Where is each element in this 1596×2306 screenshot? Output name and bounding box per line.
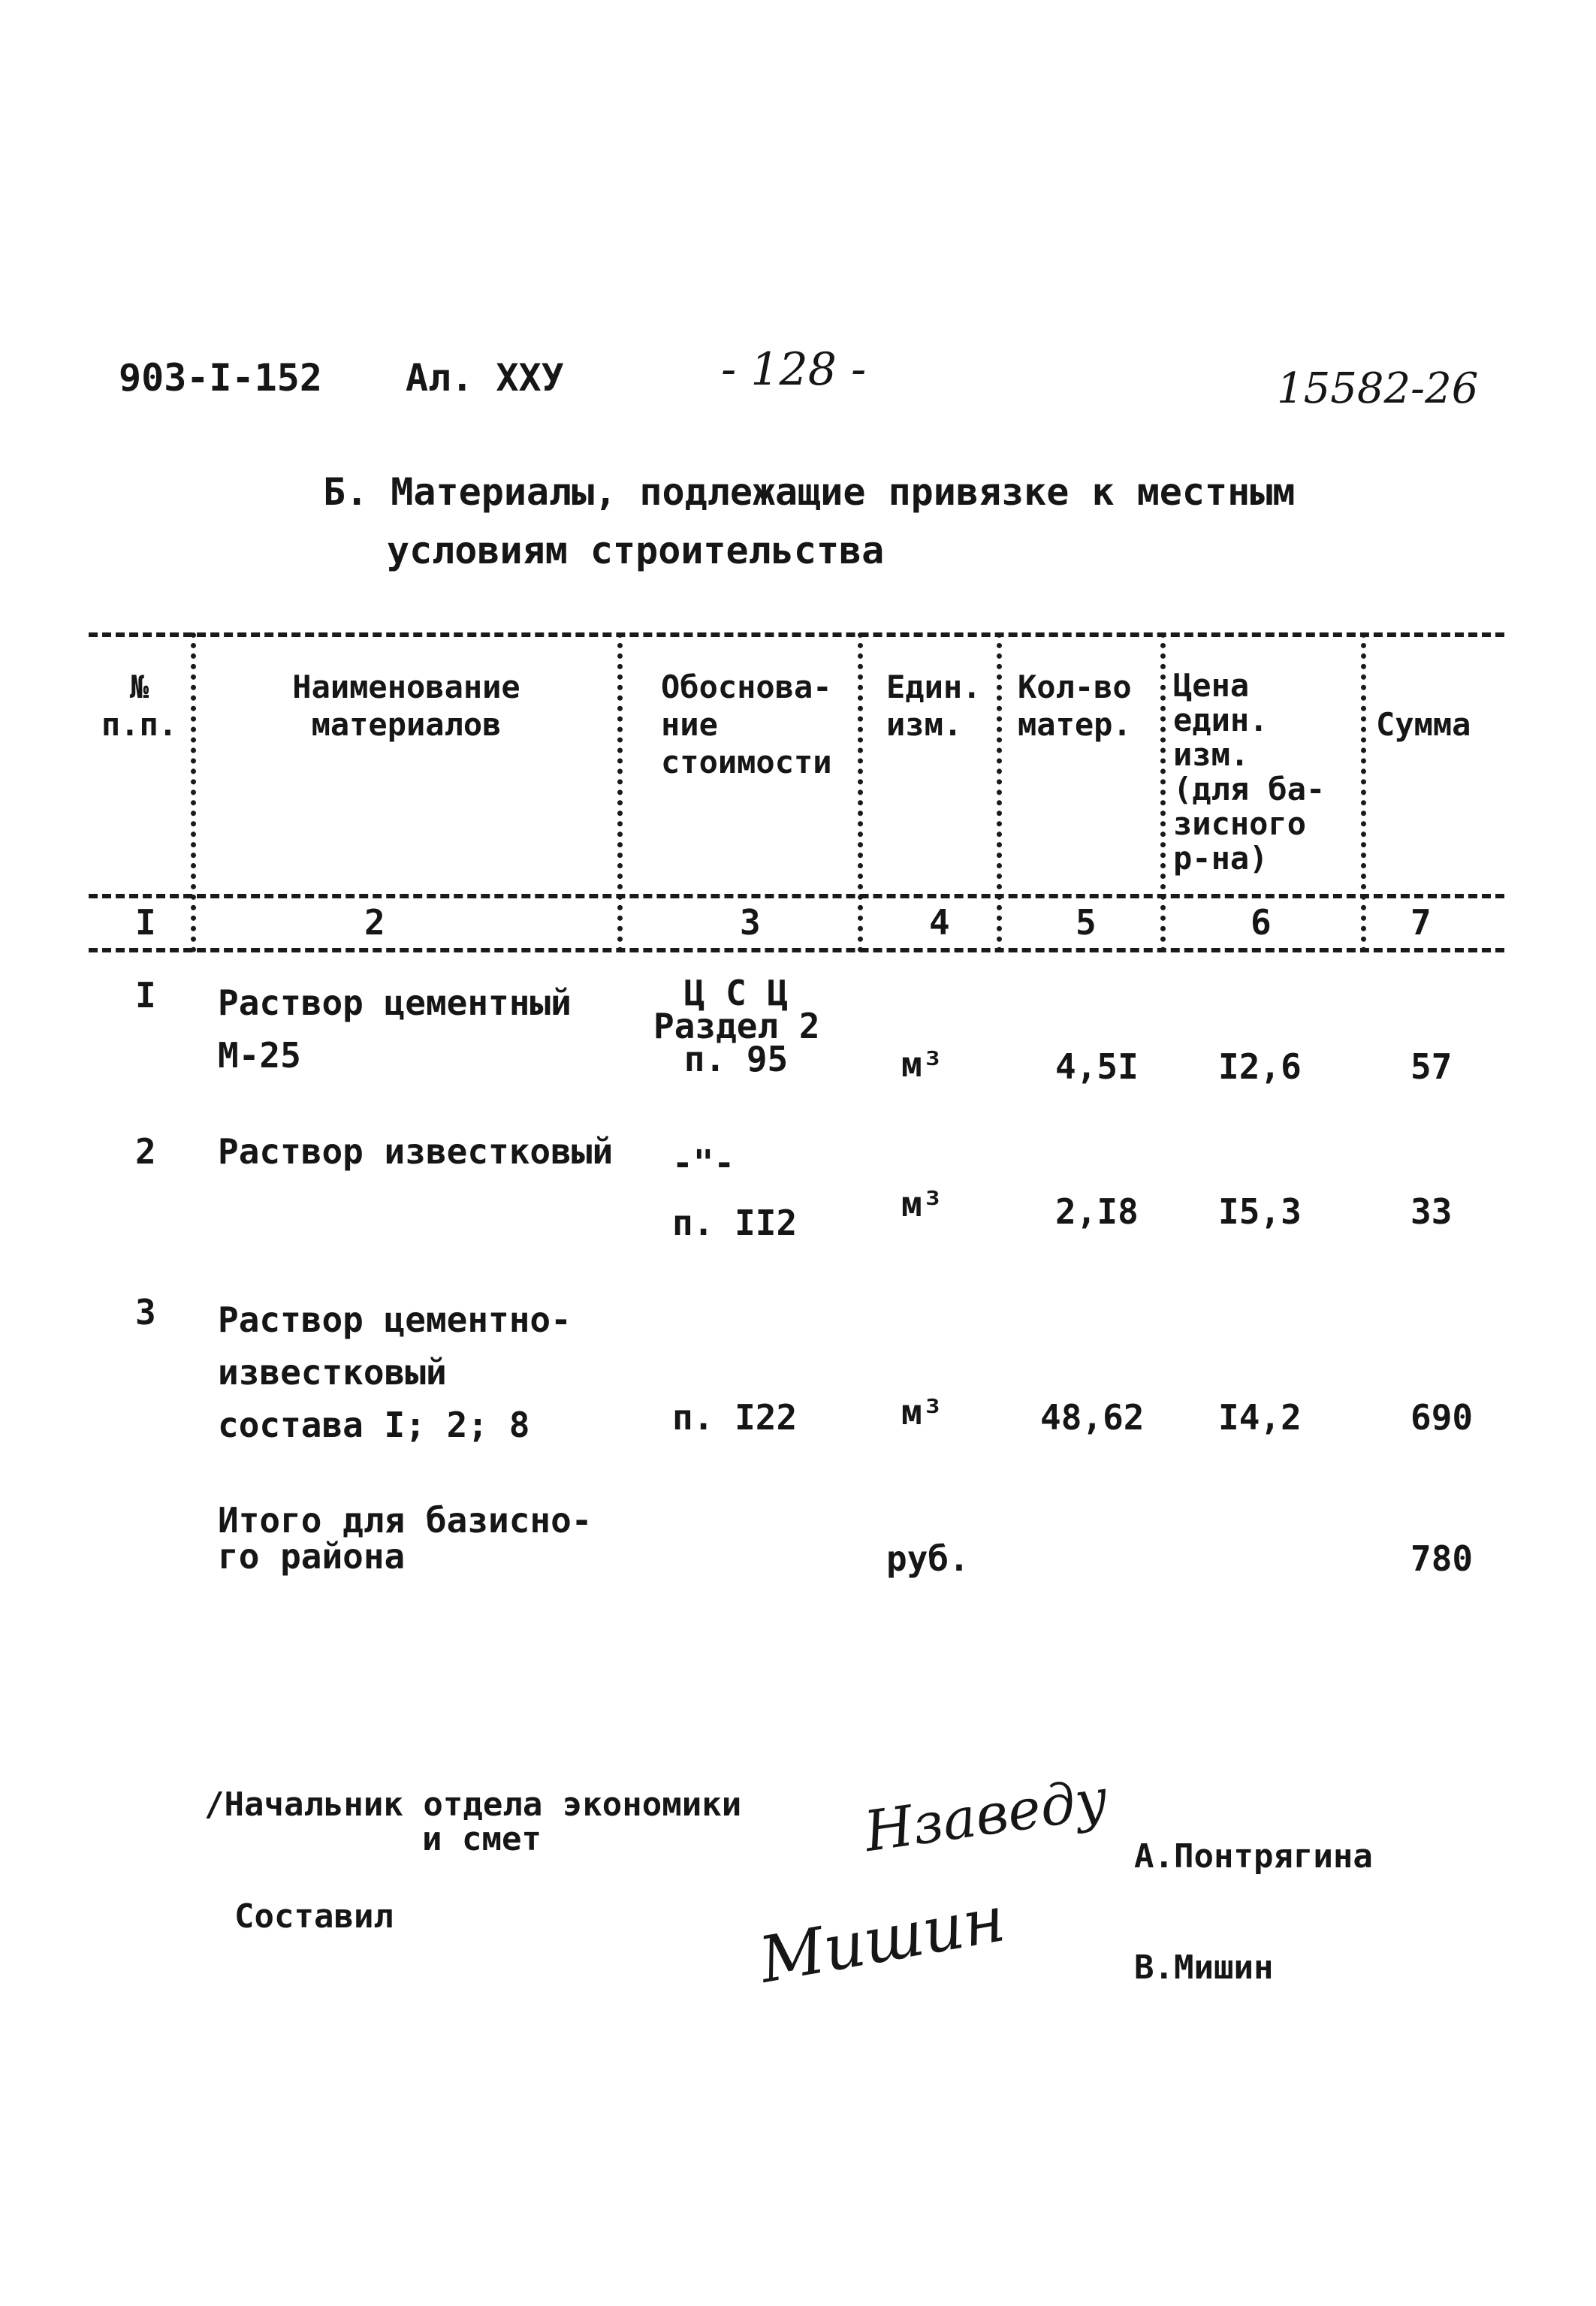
header-text: Кол-во [1018,669,1132,705]
cell-text: го района [218,1536,406,1577]
table-numbers-rule [89,948,1504,952]
row-3-unit: м³ [901,1392,943,1432]
header-text: Цена [1173,667,1250,704]
row-2-basis [672,1133,797,1253]
cell-text: Ц С Ц [683,973,789,1013]
compiler-signature: Мишин [753,1882,1011,1997]
header-col-unit [886,669,981,744]
header-text: материалов [311,706,502,743]
row-1-price: I2,6 [1218,1046,1302,1087]
column-number-2: 2 [364,902,385,943]
row-2-unit: м³ [901,1184,943,1224]
section-title-line1: Б. Материалы, подлежащие привязке к местным [323,470,1296,514]
head-name: А.Понтрягина [1134,1837,1373,1876]
cell-text: М-25 [218,1035,301,1076]
section-title-line2: условиям строительства [387,529,885,572]
cell-text: состава I; 2; 8 [218,1405,530,1445]
table-header-rule [89,894,1504,898]
table-top-rule [89,632,1504,637]
cell-text: -"- [672,1142,735,1183]
row-2-qty: 2,I8 [1055,1191,1139,1232]
cell-text: Итого для базисно- [218,1500,593,1541]
header-text: изм. [1173,736,1250,773]
row-3-price: I4,2 [1218,1397,1302,1438]
column-divider-4 [997,632,1002,952]
header-text: стоимости [661,744,832,780]
header-col-no [89,669,190,744]
cell-text: Раствор цементно- [218,1299,572,1340]
column-number-6: 6 [1251,902,1272,943]
cell-text: п. 95 [683,1039,789,1079]
row-3-sum: 690 [1410,1397,1474,1438]
doc-code: 903-I-152 [119,356,322,400]
header-text: р-на) [1173,840,1269,877]
header-col-sum [1376,706,1471,744]
compiler-name: В.Мишин [1134,1948,1274,1987]
header-col-name [197,669,616,744]
cell-text: п. II2 [672,1203,798,1243]
head-title [204,1785,742,1858]
header-text: зисного [1173,805,1307,842]
header-text: ние [661,706,718,743]
header-text: изм. [886,706,963,743]
row-1-sum: 57 [1410,1046,1453,1087]
header-col-basis [661,669,832,781]
header-text: Сумма [1376,706,1471,743]
header-text: един. [1173,702,1269,738]
row-1-no: I [135,975,156,1016]
header-col-price [1173,669,1325,876]
column-number-7: 7 [1410,902,1432,943]
header-text: матер. [1018,706,1132,743]
column-divider-5 [1160,632,1166,952]
header-text: Наименование [292,669,520,705]
row-3-basis: п. I22 [672,1397,798,1438]
row-3-name [218,1293,572,1451]
row-1-qty: 4,5I [1055,1046,1139,1087]
column-number-5: 5 [1076,902,1097,943]
cell-text: известковый [218,1352,447,1393]
total-label [218,1500,593,1577]
header-col-qty [1018,669,1132,744]
column-divider-2 [617,632,623,952]
row-2-sum: 33 [1410,1191,1453,1232]
total-sum: 780 [1410,1538,1474,1579]
head-signature: Нзаведу [860,1766,1112,1865]
header-text: Един. [886,669,982,705]
total-unit: руб. [886,1538,970,1579]
row-2-no: 2 [135,1131,156,1172]
compiler-title: Составил [234,1897,394,1936]
signature-text: и смет [422,1820,542,1858]
header-text: Обоснова- [661,669,832,705]
row-2-name: Раствор известковый [218,1131,614,1172]
column-divider-6 [1361,632,1366,952]
column-divider-1 [191,632,196,952]
row-1-name [218,976,572,1082]
archive-number: 15582-26 [1277,364,1479,413]
row-3-no: 3 [135,1292,156,1333]
row-3-qty: 48,62 [1040,1397,1145,1438]
column-number-1: I [135,902,156,943]
header-text: п.п. [101,706,178,743]
album-number: Ал. XXУ [406,356,564,400]
cell-text: Раствор цементный [218,982,572,1023]
row-2-price: I5,3 [1218,1191,1302,1232]
signature-text: /Начальник отдела экономики [204,1785,742,1824]
cell-text: Раздел 2 [653,1006,820,1046]
column-number-3: 3 [740,902,761,943]
page-number: - 128 - [721,343,867,396]
header-text: (для ба- [1173,771,1326,807]
column-number-4: 4 [929,902,950,943]
row-1-unit: м³ [901,1044,943,1085]
column-divider-3 [858,632,863,952]
row-1-basis [653,973,820,1079]
header-text: № [129,669,149,705]
